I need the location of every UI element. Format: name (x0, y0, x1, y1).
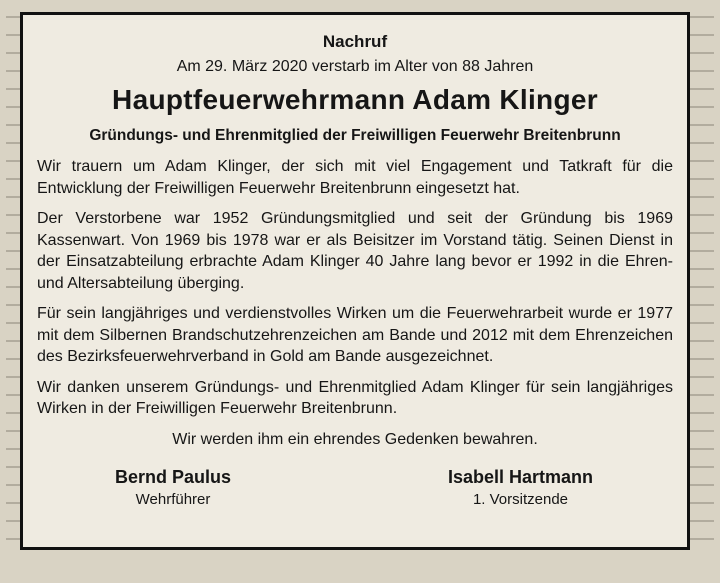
paragraph-honors: Für sein langjähriges und verdienstvolles Wirken um die Feuerwehrarbeit wurde er 1977 mit dem Silbernen Brandschutzehrenzeichen am Bande und 2012 mit dem Ehrenzeichen des Bezirksfeuerwehrverband in Gold am Bande ausgezeichnet. (37, 305, 673, 365)
signatory-right (448, 466, 593, 510)
closing-line: Wir werden ihm ein ehrendes Gedenken bewahren. (172, 430, 538, 448)
signatory-title: 1. Vorsitzende (472, 490, 568, 508)
paragraph-thanks: Wir danken unserem Gründungs- und Ehrenmitglied Adam Klinger für sein langjähriges Wirken in der Freiwilligen Feuerwehr Breitenbrunn. (37, 378, 673, 417)
death-date-line: Am 29. März 2020 verstarb im Alter von 88 Jahren (176, 58, 534, 75)
deceased-name: Hauptfeuerwehrmann Adam Klinger (112, 84, 598, 115)
paragraph-mourning: Wir trauern um Adam Klinger, der sich mit viel Engagement und Tatkraft für die Entwicklung der Freiwilligen Feuerwehr Breitenbrunn eingesetzt hat. (37, 158, 673, 197)
signatory-name: Isabell Hartmann (447, 466, 593, 487)
obituary-notice (20, 12, 690, 550)
paragraph-biography: Der Verstorbene war 1952 Gründungsmitglied und seit der Gründung bis 1969 Kassenwart. Von 1969 bis 1978 war er als Beisitzer im Vorstand tätig. Seinen Dienst in der Einsatzabteilung erbrachte Adam Klinger 40 Jahre lang bevor er 1992 in die Ehren- und Altersabteilung überging. (37, 210, 673, 292)
signatory-left (115, 466, 231, 510)
notice-kicker: Nachruf (322, 32, 388, 51)
signatory-title: Wehrführer (135, 490, 211, 508)
signature-block (37, 466, 673, 510)
signatory-name: Bernd Paulus (115, 466, 232, 487)
deceased-role: Gründungs- und Ehrenmitglied der Freiwilligen Feuerwehr Breitenbrunn (89, 127, 621, 144)
